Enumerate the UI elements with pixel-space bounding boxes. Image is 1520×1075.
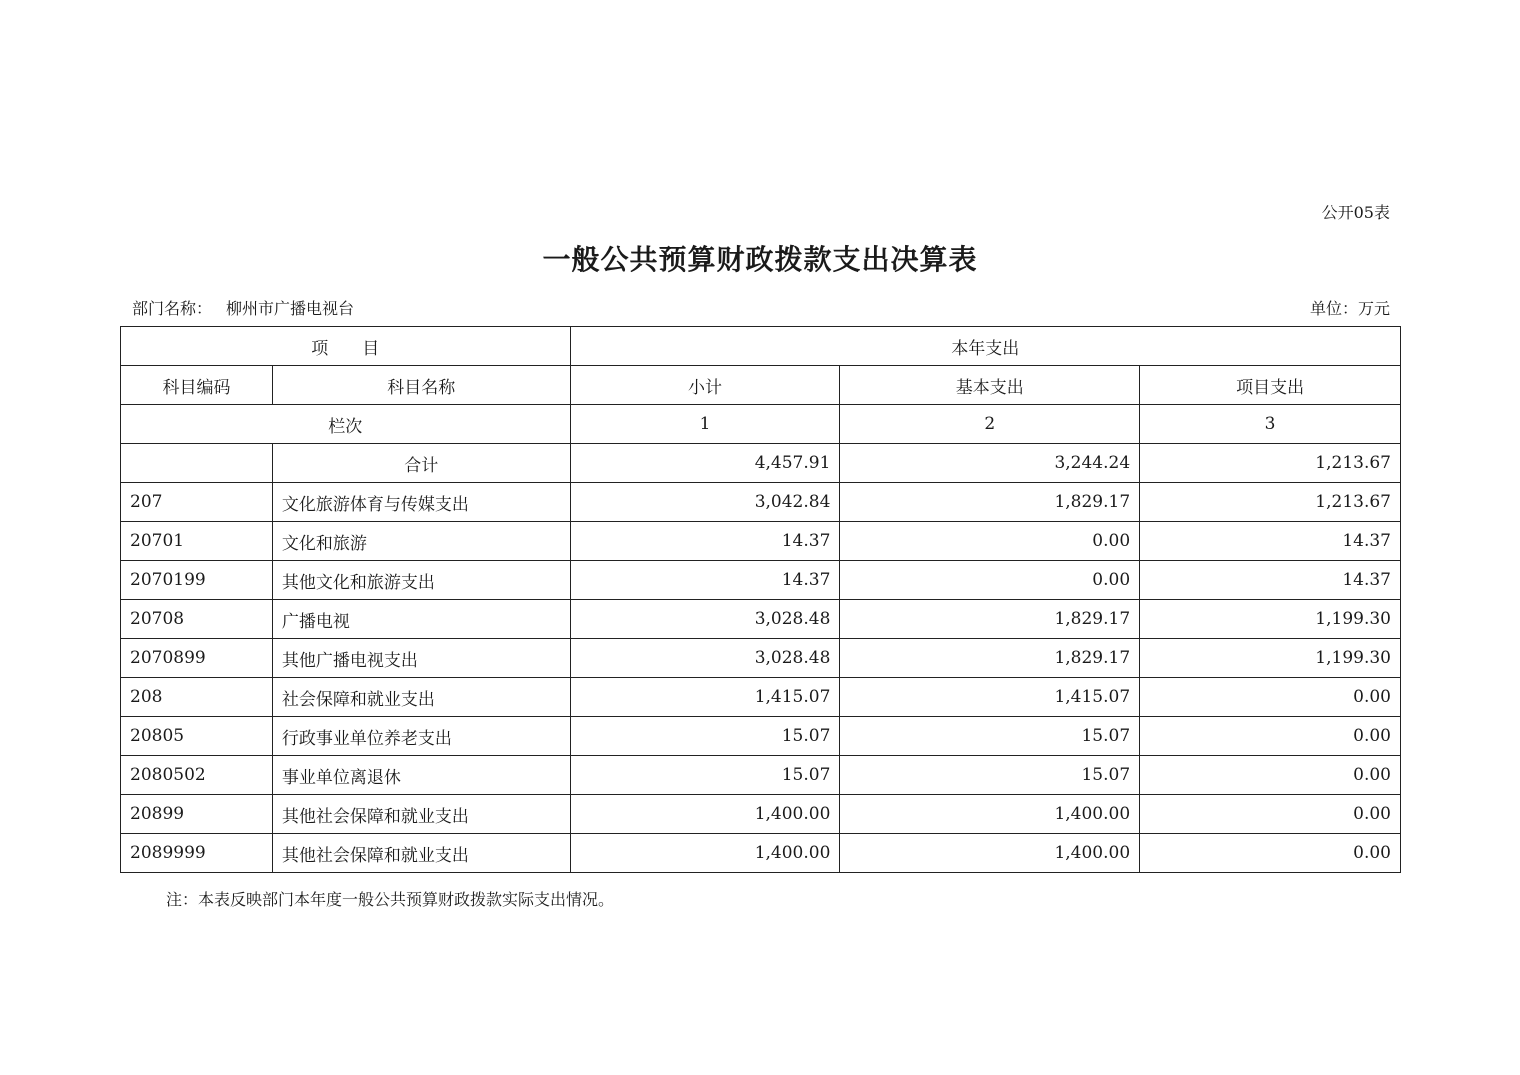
- row-item: 1,199.30: [1140, 639, 1401, 678]
- row-code: 20708: [121, 600, 273, 639]
- table-row: [121, 483, 1401, 522]
- table-row: [121, 717, 1401, 756]
- row-code: 20805: [121, 717, 273, 756]
- row-item: 1,199.30: [1140, 600, 1401, 639]
- table-row: [121, 639, 1401, 678]
- row-subtotal: 3,042.84: [570, 483, 840, 522]
- header-row-2: [121, 366, 1401, 405]
- row-name: 其他文化和旅游支出: [272, 561, 570, 600]
- table-row: [121, 561, 1401, 600]
- header-basic: 基本支出: [840, 366, 1140, 405]
- row-item: 0.00: [1140, 795, 1401, 834]
- row-item: 14.37: [1140, 561, 1401, 600]
- row-name: 社会保障和就业支出: [272, 678, 570, 717]
- table-row: [121, 522, 1401, 561]
- header-item: 项目支出: [1140, 366, 1401, 405]
- total-basic: 3,244.24: [840, 444, 1140, 483]
- row-subtotal: 15.07: [570, 756, 840, 795]
- column-number-2: 2: [840, 405, 1140, 444]
- row-basic: 1,400.00: [840, 795, 1140, 834]
- row-subtotal: 1,400.00: [570, 834, 840, 873]
- row-basic: 1,829.17: [840, 639, 1140, 678]
- row-name: 文化和旅游: [272, 522, 570, 561]
- total-code-cell: [121, 444, 273, 483]
- row-code: 2070899: [121, 639, 273, 678]
- total-row: [121, 444, 1401, 483]
- table-row: [121, 834, 1401, 873]
- row-basic: 1,415.07: [840, 678, 1140, 717]
- row-code: 20701: [121, 522, 273, 561]
- row-basic: 15.07: [840, 756, 1140, 795]
- row-item: 14.37: [1140, 522, 1401, 561]
- table-row: [121, 678, 1401, 717]
- unit-label: 单位：万元: [1309, 299, 1390, 318]
- department-line: [132, 296, 354, 319]
- row-basic: 1,400.00: [840, 834, 1140, 873]
- header-code: 科目编码: [121, 366, 273, 405]
- row-subtotal: 1,400.00: [570, 795, 840, 834]
- department-label: 部门名称：: [132, 299, 213, 318]
- column-number-1: 1: [570, 405, 840, 444]
- header-name: 科目名称: [272, 366, 570, 405]
- row-name: 其他广播电视支出: [272, 639, 570, 678]
- expenditure-table: [120, 326, 1401, 873]
- page-title: 一般公共预算财政拨款支出决算表: [542, 243, 978, 276]
- row-basic: 0.00: [840, 522, 1140, 561]
- row-basic: 1,829.17: [840, 483, 1140, 522]
- header-project: 项 目: [121, 327, 571, 366]
- form-number: 公开05表: [1321, 203, 1390, 222]
- row-item: 1,213.67: [1140, 483, 1401, 522]
- row-item: 0.00: [1140, 834, 1401, 873]
- footnote: 注：本表反映部门本年度一般公共预算财政拨款实际支出情况。: [166, 890, 615, 909]
- total-item: 1,213.67: [1140, 444, 1401, 483]
- row-code: 207: [121, 483, 273, 522]
- header-subtotal: 小计: [570, 366, 840, 405]
- row-subtotal: 14.37: [570, 561, 840, 600]
- row-basic: 1,829.17: [840, 600, 1140, 639]
- row-subtotal: 3,028.48: [570, 600, 840, 639]
- column-number-3: 3: [1140, 405, 1401, 444]
- column-number-row: [121, 405, 1401, 444]
- row-item: 0.00: [1140, 678, 1401, 717]
- row-item: 0.00: [1140, 756, 1401, 795]
- row-item: 0.00: [1140, 717, 1401, 756]
- header-current-year: 本年支出: [570, 327, 1400, 366]
- table-row: [121, 756, 1401, 795]
- row-subtotal: 3,028.48: [570, 639, 840, 678]
- table-row: [121, 600, 1401, 639]
- department-name: 柳州市广播电视台: [226, 299, 355, 318]
- row-name: 行政事业单位养老支出: [272, 717, 570, 756]
- row-name: 广播电视: [272, 600, 570, 639]
- total-label: 合计: [272, 444, 570, 483]
- row-basic: 15.07: [840, 717, 1140, 756]
- header-row-1: [121, 327, 1401, 366]
- total-subtotal: 4,457.91: [570, 444, 840, 483]
- row-code: 2080502: [121, 756, 273, 795]
- column-number-label: 栏次: [121, 405, 571, 444]
- table-row: [121, 795, 1401, 834]
- row-name: 文化旅游体育与传媒支出: [272, 483, 570, 522]
- row-name: 事业单位离退休: [272, 756, 570, 795]
- row-basic: 0.00: [840, 561, 1140, 600]
- row-code: 20899: [121, 795, 273, 834]
- row-name: 其他社会保障和就业支出: [272, 834, 570, 873]
- row-subtotal: 1,415.07: [570, 678, 840, 717]
- row-name: 其他社会保障和就业支出: [272, 795, 570, 834]
- row-code: 208: [121, 678, 273, 717]
- row-subtotal: 14.37: [570, 522, 840, 561]
- row-code: 2070199: [121, 561, 273, 600]
- row-code: 2089999: [121, 834, 273, 873]
- row-subtotal: 15.07: [570, 717, 840, 756]
